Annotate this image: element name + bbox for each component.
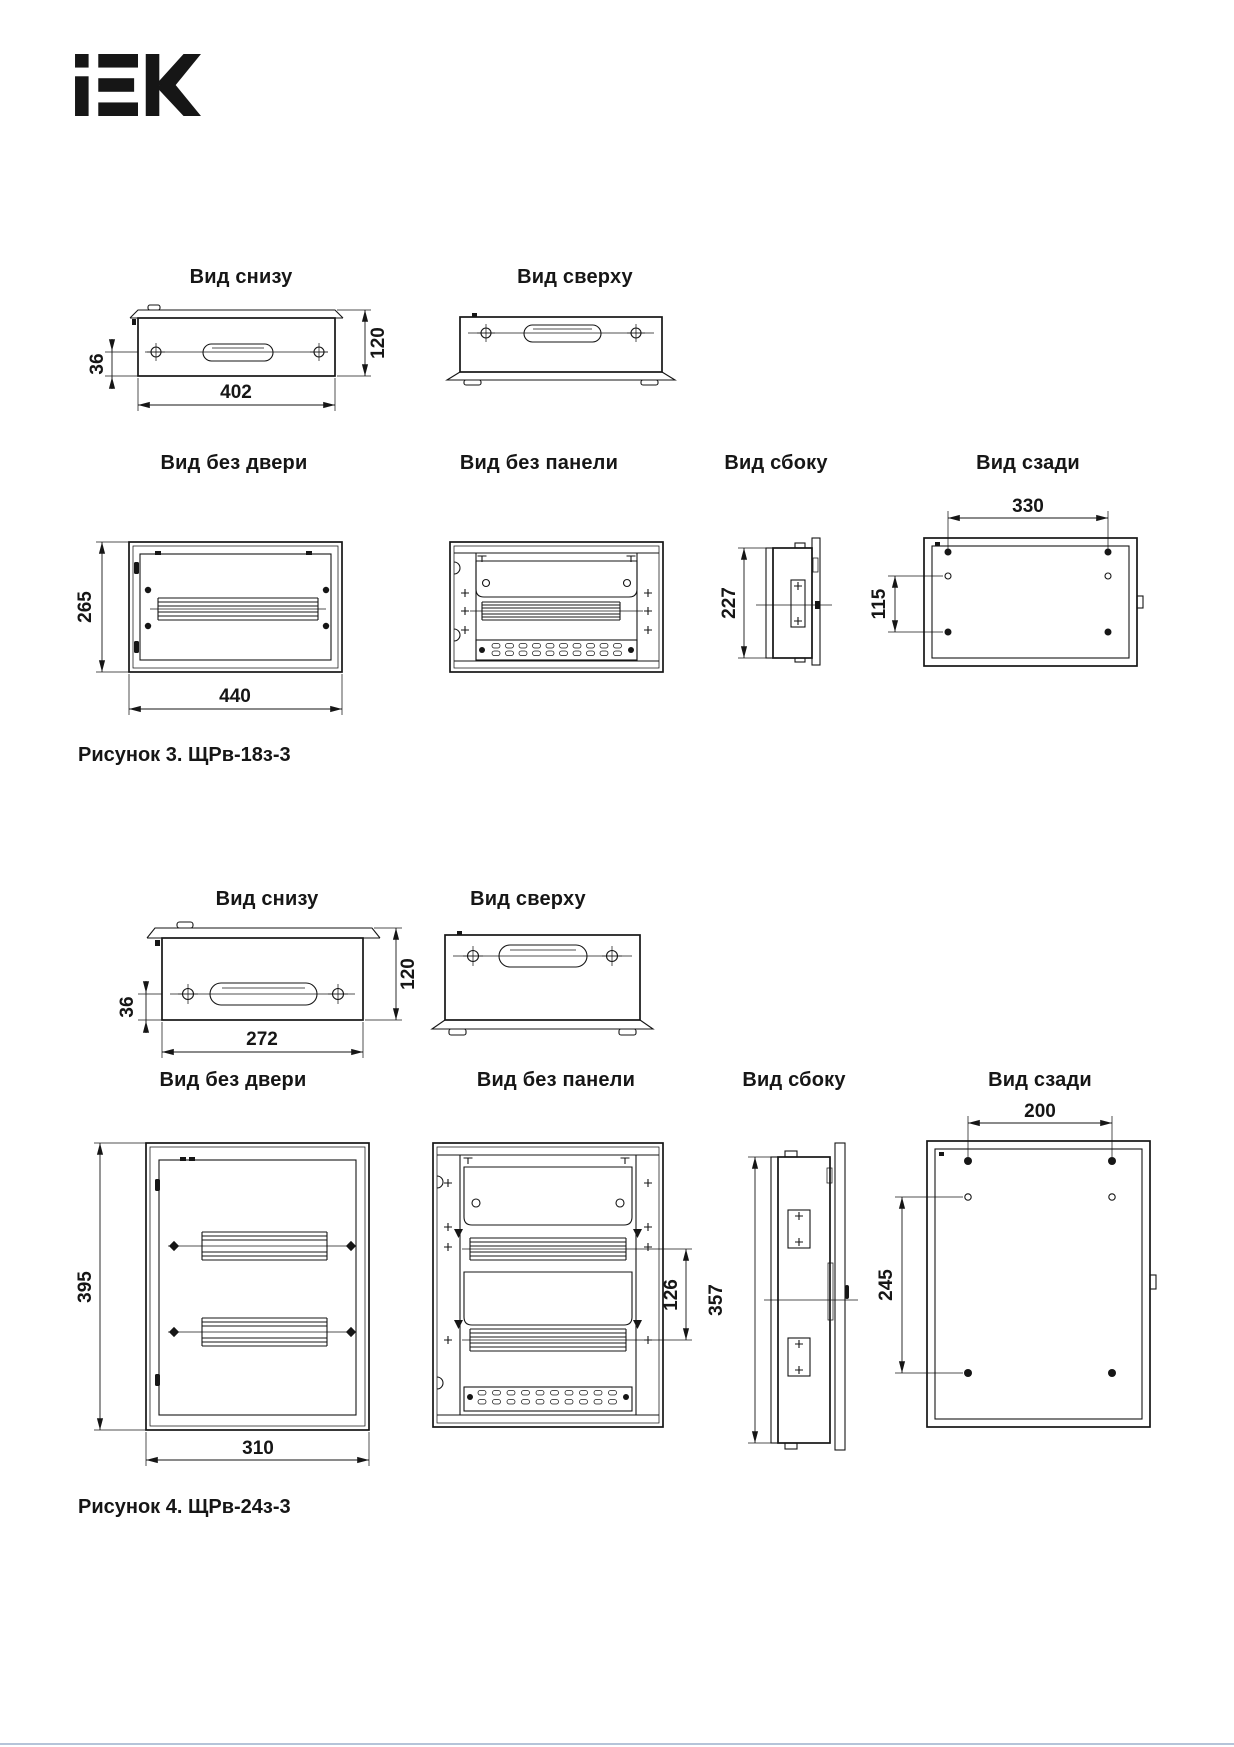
- fig3-caption: Рисунок 3. ЩРв-18з-3: [78, 744, 291, 766]
- fig4-title-top-view: Вид сверху: [470, 888, 586, 910]
- fig3-dim-330: 330: [1012, 496, 1044, 517]
- mount-hole-mark: [627, 324, 645, 342]
- fig4-bottom-view-drawing: [100, 895, 420, 1070]
- fig3-dim-402: 402: [220, 382, 252, 403]
- fig4-top-view-drawing: [425, 905, 670, 1045]
- fig3-title-bottom-view: Вид снизу: [189, 266, 293, 288]
- fig4-front-view-drawing: [70, 1135, 385, 1470]
- fig3-title-side-view: Вид сбоку: [724, 452, 828, 474]
- din-rail: [150, 598, 326, 620]
- fig4-dim-272: 272: [246, 1029, 278, 1050]
- cable-entry-plate: [464, 1387, 632, 1411]
- fig3-rear-view-drawing: [855, 480, 1167, 680]
- mount-hole-mark: [310, 343, 328, 361]
- fig4-dim-310: 310: [242, 1438, 274, 1459]
- fig4-panel-view-drawing: [420, 1135, 710, 1435]
- fig4-title-rear-view: Вид сзади: [988, 1069, 1092, 1091]
- fig3-side-view-drawing: [710, 520, 855, 685]
- fig4-title-front-view: Вид без двери: [159, 1069, 307, 1091]
- fig3-dim-115: 115: [869, 588, 890, 620]
- fig3-title-front-view: Вид без двери: [160, 452, 308, 474]
- mount-hole-mark: [477, 324, 495, 342]
- fig3-dim-265: 265: [75, 591, 96, 623]
- cable-entry-plate: [476, 640, 637, 660]
- fig4-title-side-view: Вид сбоку: [742, 1069, 846, 1091]
- fig4-dim-395: 395: [75, 1271, 96, 1303]
- page-bottom-border: [0, 1743, 1234, 1745]
- fig4-dim-126: 126: [661, 1279, 682, 1311]
- mount-hole-mark: [463, 946, 483, 966]
- fig4-side-view-drawing: [690, 1135, 865, 1470]
- fig4-title-bottom-view: Вид снизу: [215, 888, 319, 910]
- mount-hole-mark: [602, 946, 622, 966]
- din-rail: [462, 1238, 692, 1260]
- fig3-panel-view-drawing: [440, 535, 680, 680]
- din-rail: [462, 1329, 692, 1351]
- iek-logo: [75, 54, 201, 116]
- fig4-dim-245: 245: [876, 1269, 897, 1301]
- din-rail: [470, 602, 643, 620]
- fig4-dim-357: 357: [706, 1284, 727, 1316]
- fig3-dim-36: 36: [87, 353, 108, 375]
- mount-hole-mark: [178, 984, 198, 1004]
- fig3-dim-440: 440: [219, 686, 251, 707]
- din-rail: [168, 1232, 348, 1260]
- fig3-dim-120: 120: [368, 327, 389, 359]
- fig3-bottom-view-drawing: [75, 298, 390, 428]
- fig3-title-panel-view: Вид без панели: [459, 452, 619, 474]
- fig3-title-rear-view: Вид сзади: [976, 452, 1080, 474]
- fig4-rear-view-drawing: [860, 1095, 1180, 1440]
- fig4-title-panel-view: Вид без панели: [476, 1069, 636, 1091]
- mount-hole-mark: [147, 343, 165, 361]
- fig4-dim-36: 36: [117, 996, 138, 1018]
- fig3-title-top-view: Вид сверху: [517, 266, 633, 288]
- fig3-front-view-drawing: [70, 535, 385, 725]
- mount-hole-mark: [328, 984, 348, 1004]
- fig4-caption: Рисунок 4. ЩРв-24з-3: [78, 1496, 291, 1518]
- fig3-top-view-drawing: [440, 300, 690, 405]
- din-rail: [168, 1318, 348, 1346]
- fig4-dim-200: 200: [1024, 1101, 1056, 1122]
- fig3-dim-227: 227: [719, 587, 740, 619]
- fig4-dim-120: 120: [398, 958, 419, 990]
